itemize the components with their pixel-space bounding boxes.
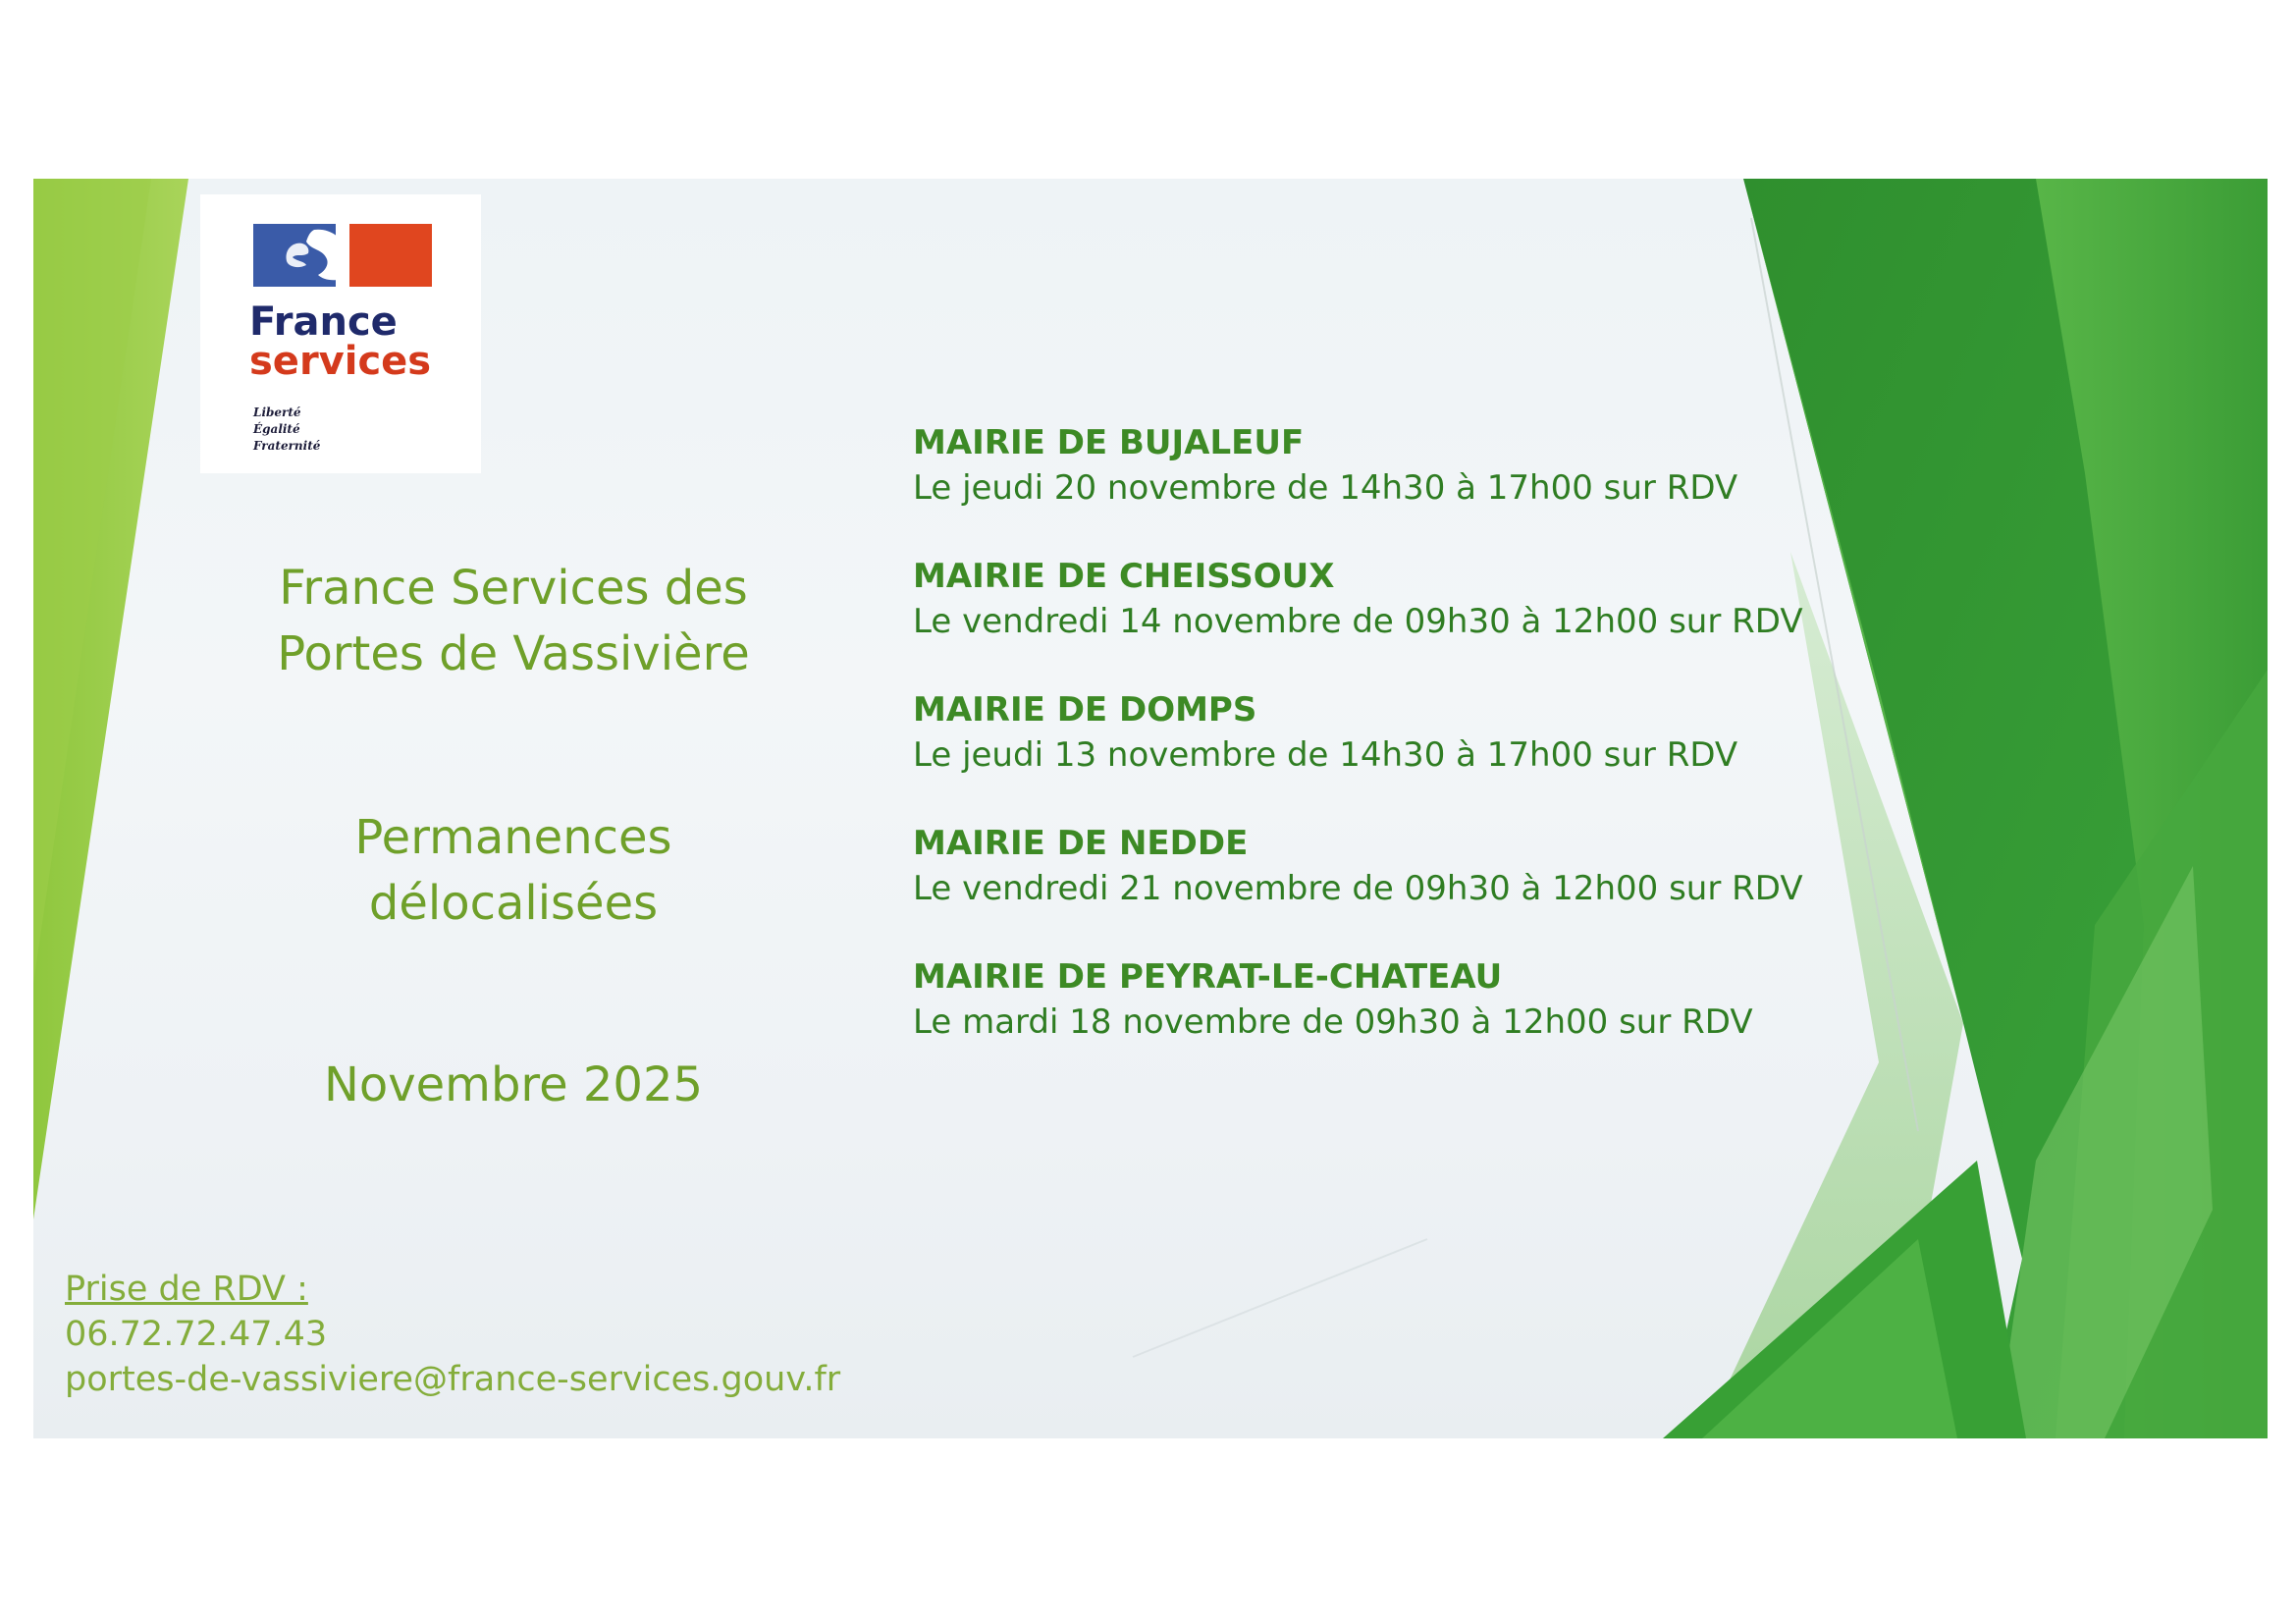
schedule-when: Le vendredi 21 novembre de 09h30 à 12h00 sur RDV xyxy=(913,869,1803,908)
schedule-item xyxy=(913,821,1924,954)
title-line2: Portes de Vassivière xyxy=(277,626,750,681)
slide xyxy=(33,179,2268,1438)
schedule-item xyxy=(913,954,1924,1088)
marianne-flag-icon xyxy=(253,224,432,287)
month-label: Novembre 2025 xyxy=(323,1057,704,1112)
motto-egalite: Égalité xyxy=(253,422,300,436)
schedule-item xyxy=(913,554,1924,687)
page-subtitle xyxy=(181,805,846,937)
schedule-place: MAIRIE DE NEDDE xyxy=(913,824,1249,863)
contact-phone: 06.72.72.47.43 xyxy=(65,1315,328,1354)
logo-brand-line1: France xyxy=(249,299,398,345)
logo-motto xyxy=(253,405,320,455)
france-services-logo xyxy=(200,194,481,473)
contact-email: portes-de-vassiviere@france-services.gouv.fr xyxy=(65,1360,841,1399)
left-wedge-highlight xyxy=(33,179,151,984)
motto-liberte: Liberté xyxy=(253,406,301,419)
schedule-place: MAIRIE DE BUJALEUF xyxy=(913,423,1305,462)
logo-brand-line2: services xyxy=(249,339,432,384)
schedule-when: Le jeudi 20 novembre de 14h30 à 17h00 sur RDV xyxy=(913,468,1738,508)
schedule-place: MAIRIE DE DOMPS xyxy=(913,690,1257,730)
faint-bottom-line xyxy=(1133,1239,1427,1357)
title-line1: France Services des xyxy=(279,561,748,616)
motto-fraternite: Fraternité xyxy=(253,439,321,453)
schedule-when: Le vendredi 14 novembre de 09h30 à 12h00 sur RDV xyxy=(913,602,1803,641)
schedule-place: MAIRIE DE PEYRAT-LE-CHATEAU xyxy=(913,957,1503,997)
schedule-item xyxy=(913,687,1924,821)
schedule-place: MAIRIE DE CHEISSOUX xyxy=(913,557,1335,596)
schedule-list xyxy=(913,420,1924,1088)
schedule-when: Le jeudi 13 novembre de 14h30 à 17h00 sur RDV xyxy=(913,735,1738,775)
page-title xyxy=(181,556,846,687)
schedule-item xyxy=(913,420,1924,554)
contact-block xyxy=(65,1267,840,1402)
schedule-when: Le mardi 18 novembre de 09h30 à 12h00 sur RDV xyxy=(913,1002,1753,1042)
subtitle-line1: Permanences xyxy=(354,810,672,865)
contact-label: Prise de RDV : xyxy=(65,1270,308,1309)
subtitle-line2: délocalisées xyxy=(368,876,659,931)
